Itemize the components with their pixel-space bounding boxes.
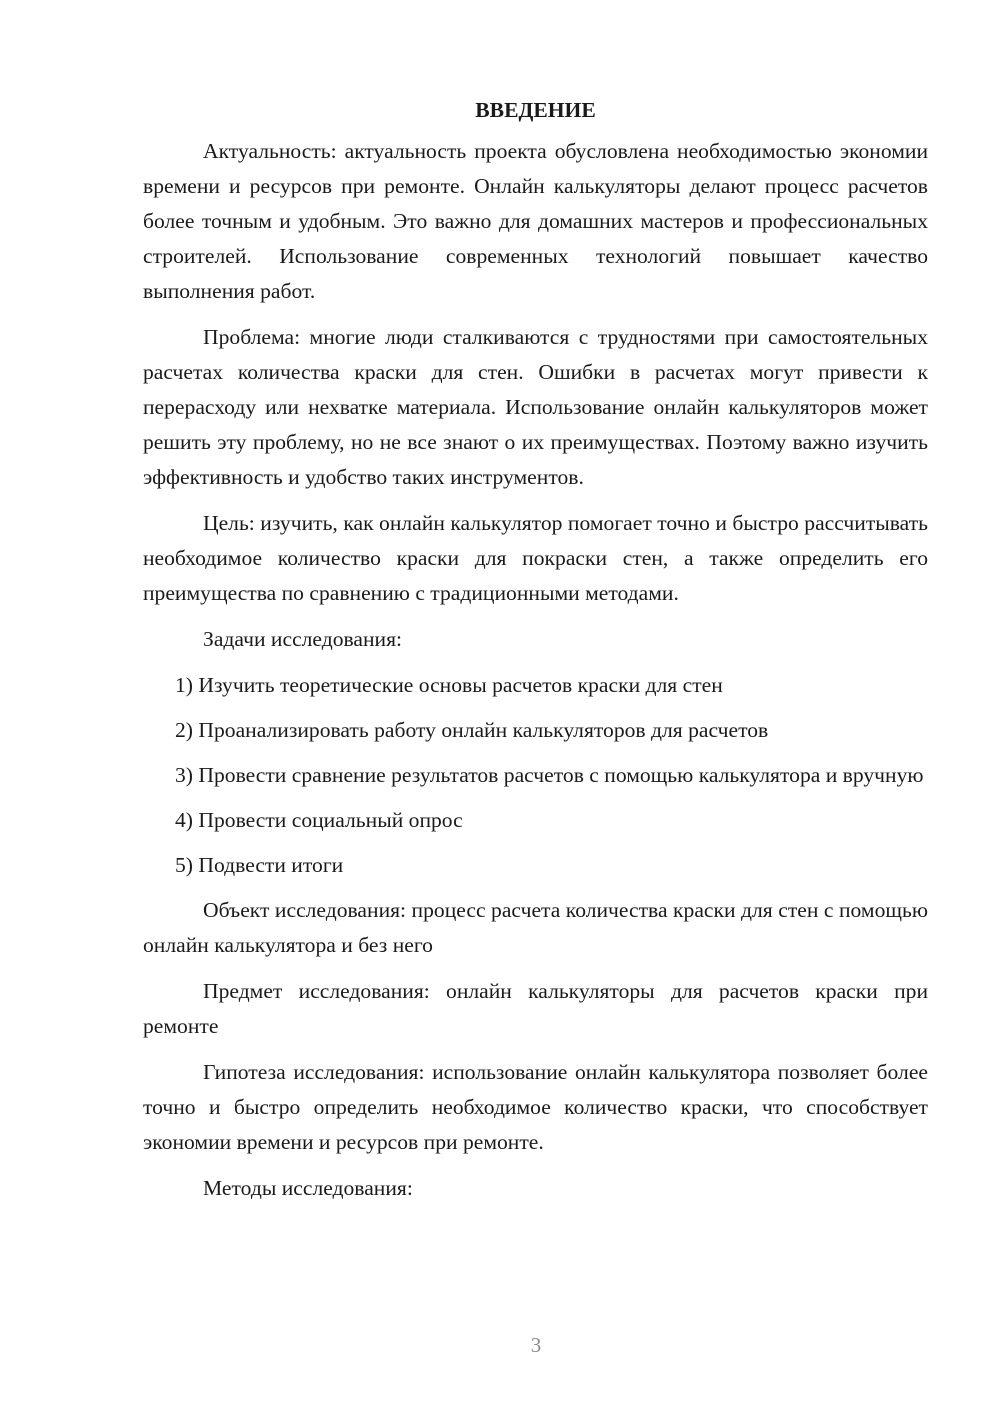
page-number: 3 [530, 1333, 542, 1357]
paragraph-hypothesis: Гипотеза исследования: использование онлайн калькулятора позволяет более точно и быстро определить необходимое количество краски, что способствует экономии времени и ресурсов при ремонте. [143, 1060, 928, 1154]
document-page [143, 96, 928, 1217]
paragraph-relevance: Актуальность: актуальность проекта обусловлена необходимостью экономии времени и ресурсов при ремонте. Онлайн калькуляторы делают процесс расчетов более точным и удобным. Это важно для домашних мастеров и профессиональных строителей. Использование современных технологий повышает качество выполнения работ. [143, 139, 928, 303]
section-title: ВВЕДЕНИЕ [475, 98, 596, 122]
task-item: 5) Подвести итоги [175, 853, 344, 877]
paragraph-subject: Предмет исследования: онлайн калькуляторы для расчетов краски при ремонте [143, 979, 928, 1038]
tasks-heading: Задачи исследования: [203, 627, 403, 651]
task-item: 2) Проанализировать работу онлайн калькуляторов для расчетов [175, 718, 769, 742]
paragraph-problem: Проблема: многие люди сталкиваются с трудностями при самостоятельных расчетах количества краски для стен. Ошибки в расчетах могут привести к перерасходу или нехватке материала. Использование онлайн калькуляторов может решить эту проблему, но не все знают о их преимуществах. Поэтому важно изучить эффективность и удобство таких инструментов. [143, 325, 928, 489]
task-item: 1) Изучить теоретические основы расчетов краски для стен [175, 673, 723, 697]
paragraph-object: Объект исследования: процесс расчета количества краски для стен с помощью онлайн калькулятора и без него [143, 898, 928, 957]
task-item: 4) Провести социальный опрос [175, 808, 463, 832]
paragraph-goal: Цель: изучить, как онлайн калькулятор помогает точно и быстро рассчитывать необходимое количество краски для покраски стен, а также определить его преимущества по сравнению с традиционными методами. [143, 511, 928, 605]
task-item: 3) Провести сравнение результатов расчетов с помощью калькулятора и вручную [175, 763, 924, 787]
methods-heading: Методы исследования: [203, 1176, 413, 1200]
